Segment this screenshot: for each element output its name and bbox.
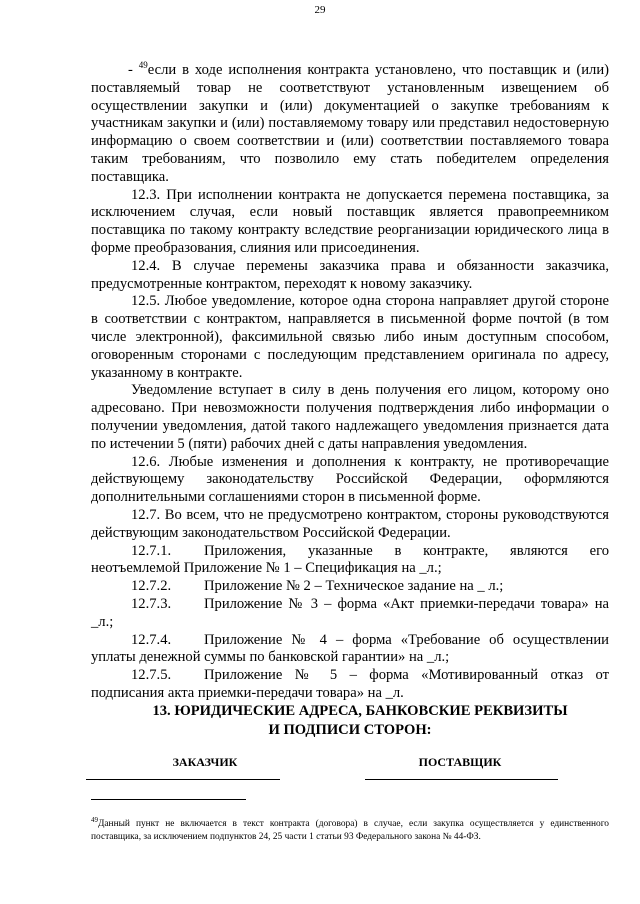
attachment-number: 12.7.4.: [131, 631, 172, 648]
page-number: 29: [314, 4, 326, 16]
paragraph-12-3: 12.3. При исполнении контракта не допускается перемена поставщика, за исключением случая, если новый поставщик является правопреемником поставщика по такому контракту вследствие реорганизации юридического лица в форме преобразования, слияния или присоединения.: [91, 186, 609, 256]
customer-label: ЗАКАЗЧИК: [172, 755, 238, 769]
attachment-text: Приложение № 4 – форма «Требование об осуществлении: [204, 631, 609, 648]
supplier-label: ПОСТАВЩИК: [418, 755, 502, 769]
footnote-marker: 49: [91, 815, 98, 824]
paragraph-termination-condition: [91, 62, 609, 187]
paragraph-text: если в ходе исполнения контракта установлено, что поставщик и (или) поставляемый товар не соответствуют установленным извещением об осуществлении закупки и (или) документацией о закупке требованиям к участникам закупки и (или) поставляемому товару или представил недостоверную информацию о своем соответствии и (или) соответствии поставляемого товара таким требованиям, что позволило ему стать победителем определения поставщика.: [91, 62, 609, 185]
footnote-text: Данный пункт не включается в текст контракта (договора) в случае, если закупка осуществляется у единственного поставщика, за исключением подпунктов 24, 25 части 1 статьи 93 Федерального закона № 44-ФЗ.: [91, 819, 609, 842]
paragraph-12-6: 12.6. Любые изменения и дополнения к контракту, не противоречащие действующему законодательству Российской Федерации, оформляются дополнительными соглашениями сторон в письменной форме.: [91, 453, 609, 506]
attachment-number: 12.7.2.: [131, 578, 172, 595]
paragraph-notice-effect: Уведомление вступает в силу в день получения его лицом, которому оно адресовано. При невозможности получения подтверждения либо информации о получении уведомления, датой такого надлежащего уведомления признается дата по истечении 5 (пяти) рабочих дней с даты направления уведомления.: [91, 382, 609, 452]
attachment-text: Приложение № 3 – форма «Акт приемки-передачи товара» на: [204, 595, 609, 612]
footnote-ref: 49: [138, 60, 148, 71]
attachment-12-7-3: [91, 596, 609, 632]
paragraph-12-7: 12.7. Во всем, что не предусмотрено контрактом, стороны руководствуются действующим законодательством Российской Федерации.: [91, 506, 609, 541]
attachment-number: 12.7.5.: [131, 667, 172, 684]
footnote: [91, 815, 609, 844]
paragraph-12-5: 12.5. Любое уведомление, которое одна сторона направляет другой стороне в соответствии с контрактом, направляется в письменной форме почтой (в том числе электронной), факсимильной связью либо иным доступным способом, оговоренным сторонами с последующим представлением оригинала по адресу, указанному в контракте.: [91, 293, 609, 381]
attachment-text: Приложения, указанные в контракте, являются его: [204, 542, 609, 559]
paragraph-12-4: 12.4. В случае перемены заказчика права и обязанности заказчика, предусмотренные контрактом, переходят к новому заказчику.: [91, 257, 609, 292]
attachment-12-7-1: [91, 543, 609, 579]
attachment-text-cont: _л.;: [91, 613, 114, 630]
section-heading-line2: И ПОДПИСИ СТОРОН:: [268, 722, 432, 738]
list-marker: -: [128, 62, 139, 78]
attachment-12-7-5: [91, 667, 609, 703]
attachment-text-cont: подписания акта приемки-передачи товара» на _л.: [91, 684, 404, 701]
supplier-signature-line: [365, 779, 558, 780]
attachment-12-7-2: [91, 578, 609, 596]
customer-signature-line: [86, 779, 280, 780]
section-heading-line1: 13. ЮРИДИЧЕСКИЕ АДРЕСА, БАНКОВСКИЕ РЕКВИЗИТЫ: [152, 703, 568, 719]
attachment-text-cont: неотъемлемой Приложение № 1 – Спецификация на _л.;: [91, 560, 442, 577]
attachment-text: Приложение № 2 – Техническое задание на _ л.;: [204, 578, 504, 595]
attachment-text-cont: уплаты денежной суммы по банковской гарантии» на _л.;: [91, 649, 450, 666]
document-body: [91, 62, 609, 703]
section-heading: [91, 702, 609, 740]
attachment-text: Приложение № 5 – форма «Мотивированный отказ от: [204, 667, 609, 684]
attachment-number: 12.7.3.: [131, 595, 172, 612]
attachment-12-7-4: [91, 632, 609, 668]
footnote-separator: [91, 799, 246, 800]
attachment-number: 12.7.1.: [131, 542, 172, 559]
